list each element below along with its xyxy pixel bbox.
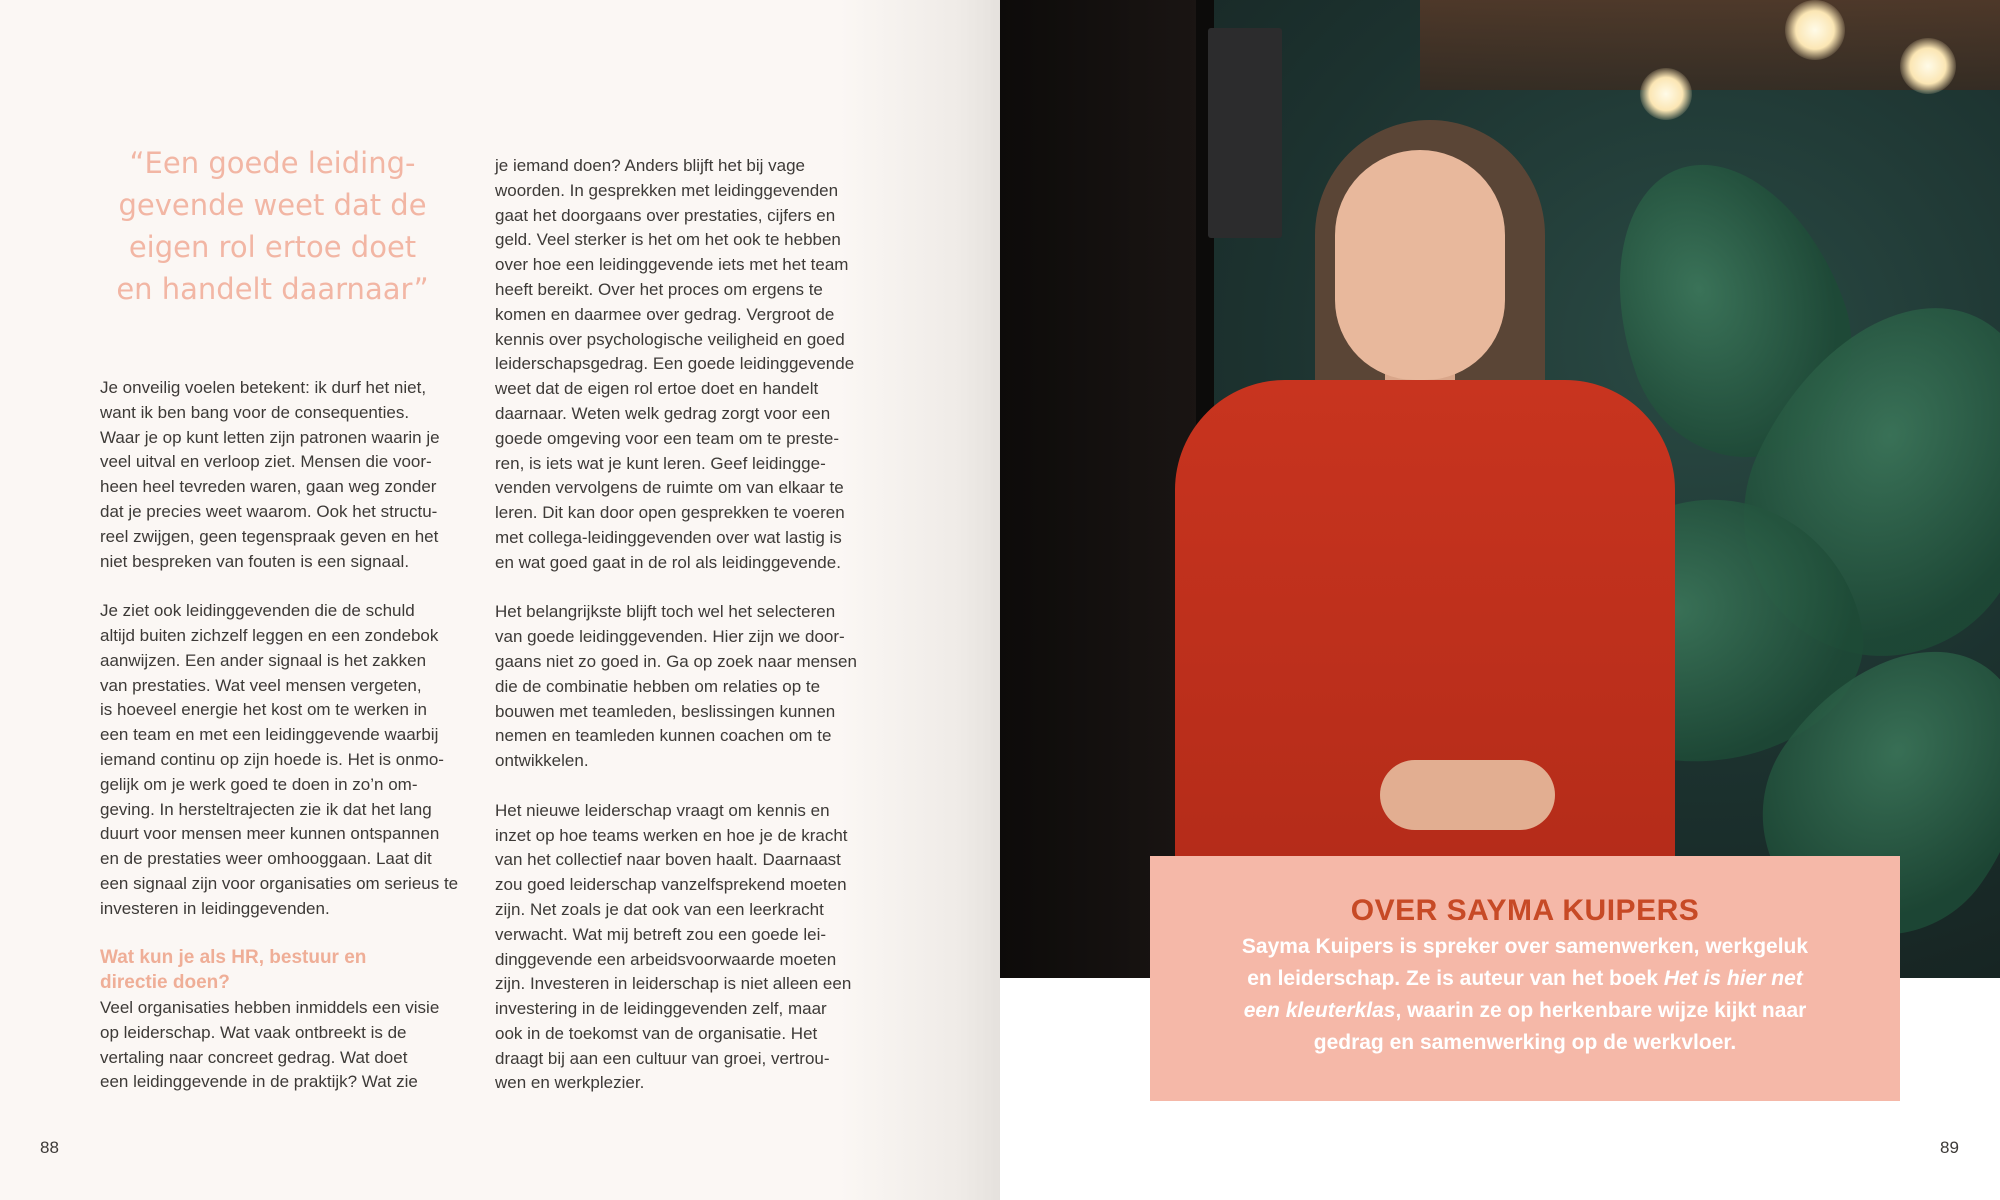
- section-heading: [100, 946, 460, 996]
- person-face: [1335, 150, 1505, 380]
- paragraph: [100, 376, 460, 574]
- text-line: van prestaties. Wat veel mensen vergeten,: [100, 675, 422, 695]
- text-line: heeft bereikt. Over het proces om ergens te: [495, 279, 823, 299]
- paragraph: [495, 799, 855, 1097]
- info-line: [1150, 963, 1900, 995]
- text-line: vertaling naar concreet gedrag. Wat doet: [100, 1047, 408, 1067]
- author-info-title: OVER SAYMA KUIPERS: [1350, 894, 1700, 927]
- text-line: een team en met een leidinggevende waarbij: [100, 725, 439, 745]
- pull-quote-line: “Een goede leiding-: [129, 146, 416, 180]
- text-line: heen heel tevreden waren, gaan weg zonder: [100, 477, 437, 497]
- text-line: zijn. Net zoals je dat ook van een leerkracht: [495, 899, 824, 919]
- light-bulb: [1640, 68, 1692, 120]
- text-line: iemand continu op zijn hoede is. Het is onmo-: [100, 749, 444, 769]
- text-line: leiderschapsgedrag. Een goede leidinggevende: [495, 354, 855, 374]
- text-line: en wat goed gaat in de rol als leidinggevende.: [495, 552, 841, 572]
- text-line: ontwikkelen.: [495, 751, 589, 771]
- author-info-box: [1150, 856, 1900, 1101]
- page-number-right: 89: [1940, 1138, 1959, 1157]
- text-line: op leiderschap. Wat vaak ontbreekt is de: [100, 1022, 407, 1042]
- text-line: en de prestaties weer omhooggaan. Laat dit: [100, 849, 432, 869]
- text-line: verwacht. Wat mij betreft zou een goede lei-: [495, 924, 827, 944]
- text-line: zijn. Investeren in leiderschap is niet alleen een: [495, 974, 852, 994]
- text-line: reel zwijgen, geen tegenspraak geven en het: [100, 526, 439, 546]
- person-hands: [1380, 760, 1555, 830]
- info-line: gedrag en samenwerking op de werkvloer.: [1313, 1031, 1737, 1054]
- wall-lamp: [1208, 28, 1282, 238]
- text-line: investeren in leidinggevenden.: [100, 898, 330, 918]
- text-line: bouwen met teamleden, beslissingen kunnen: [495, 701, 836, 721]
- paragraph: [100, 599, 460, 921]
- dark-wall: [1000, 0, 1200, 978]
- pull-quote: [100, 142, 445, 310]
- text-line: over hoe een leidinggevende iets met het team: [495, 255, 849, 275]
- text-line: komen en daarmee over gedrag. Vergroot de: [495, 304, 835, 324]
- text-line: gelijk om je werk goed te doen in zo’n om-: [100, 774, 418, 794]
- text-line: want ik ben bang voor de consequenties.: [100, 402, 410, 422]
- text-line: altijd buiten zichzelf leggen en een zondebok: [100, 625, 439, 645]
- text-line: ook in de toekomst van de organisatie. Het: [495, 1023, 818, 1043]
- info-text-segment: en leiderschap. Ze is auteur van het boek: [1247, 967, 1664, 990]
- text-line: niet bespreken van fouten is een signaal.: [100, 551, 410, 571]
- info-line: Sayma Kuipers is spreker over samenwerken, werkgeluk: [1241, 935, 1809, 958]
- text-line: leren. Dit kan door open gesprekken te voeren: [495, 503, 845, 523]
- text-line: Je onveilig voelen betekent: ik durf het niet,: [100, 378, 427, 397]
- text-line: van het collectief naar boven haalt. Daarnaast: [495, 850, 841, 870]
- text-line: met collega-leidinggevenden over wat lastig is: [495, 527, 842, 547]
- text-line: dinggevende een arbeidsvoorwaarde moeten: [495, 949, 837, 969]
- pull-quote-line: gevende weet dat de: [118, 188, 427, 222]
- text-line: Het nieuwe leiderschap vraagt om kennis en: [495, 800, 830, 820]
- light-bulb: [1900, 38, 1956, 94]
- portrait-photo: [1000, 0, 2000, 978]
- text-line: weet dat de eigen rol ertoe doet en handelt: [495, 379, 819, 399]
- text-line: Je ziet ook leidinggevenden die de schuld: [100, 601, 415, 621]
- heading-line: directie doen?: [100, 972, 230, 994]
- heading-line: Wat kun je als HR, bestuur en: [100, 947, 367, 969]
- text-line: van goede leidinggevenden. Hier zijn we door-: [495, 627, 845, 647]
- text-line: venden vervolgens de ruimte om van elkaar te: [495, 478, 844, 498]
- text-line: draagt bij aan een cultuur van groei, vertrou-: [495, 1048, 830, 1068]
- text-column-left: [100, 376, 460, 1095]
- text-line: een leidinggevende in de praktijk? Wat zie: [100, 1072, 418, 1092]
- text-line: duurt voor mensen meer kunnen ontspannen: [100, 824, 440, 844]
- text-line: Het belangrijkste blijft toch wel het selecteren: [495, 602, 836, 622]
- text-line: gaans niet zo goed in. Ga op zoek naar mensen: [495, 651, 857, 671]
- author-info-text: [1150, 931, 1900, 1059]
- text-line: ren, is iets wat je kunt leren. Geef leidingge-: [495, 453, 826, 473]
- info-line: [1150, 995, 1900, 1027]
- text-line: Veel organisaties hebben inmiddels een visie: [100, 997, 440, 1017]
- text-line: geld. Veel sterker is het om het ook te hebben: [495, 230, 841, 250]
- paragraph: [495, 154, 855, 576]
- text-line: dat je precies weet waarom. Ook het structu-: [100, 501, 438, 521]
- text-line: nemen en teamleden kunnen coachen om te: [495, 726, 832, 746]
- info-text-segment: , waarin ze op herkenbare wijze kijkt naar: [1395, 999, 1807, 1022]
- text-line: daarnaar. Weten welk gedrag zorgt voor een: [495, 403, 831, 423]
- text-line: geving. In hersteltrajecten zie ik dat het lang: [100, 799, 432, 819]
- text-line: woorden. In gesprekken met leidinggevenden: [495, 180, 839, 200]
- book-title-part: Het is hier net: [1663, 967, 1803, 990]
- text-line: aanwijzen. Een ander signaal is het zakken: [100, 650, 427, 670]
- paragraph: [100, 996, 460, 1095]
- text-line: je iemand doen? Anders blijft het bij vage: [495, 156, 805, 175]
- text-column-right: [495, 154, 855, 1096]
- text-line: veel uitval en verloop ziet. Mensen die voor-: [100, 452, 432, 472]
- pull-quote-line: en handelt daarnaar”: [116, 272, 429, 306]
- text-line: investering in de leidinggevenden zelf, maar: [495, 999, 827, 1019]
- text-line: zou goed leiderschap vanzelfsprekend moeten: [495, 875, 847, 895]
- text-line: wen en werkplezier.: [495, 1073, 645, 1093]
- light-bulb: [1785, 0, 1845, 60]
- text-line: kennis over psychologische veiligheid en goed: [495, 329, 845, 349]
- paragraph: [495, 600, 855, 774]
- text-line: die de combinatie hebben om relaties op te: [495, 676, 821, 696]
- text-line: gaat het doorgaans over prestaties, cijfers en: [495, 205, 836, 225]
- page-number-left: 88: [40, 1138, 59, 1157]
- text-line: is hoeveel energie het kost om te werken in: [100, 700, 427, 720]
- text-line: een signaal zijn voor organisaties om serieus te: [100, 873, 459, 893]
- pull-quote-line: eigen rol ertoe doet: [128, 230, 417, 264]
- text-line: goede omgeving voor een team om te preste-: [495, 428, 839, 448]
- book-title-part: een kleuterklas: [1243, 999, 1396, 1022]
- text-line: inzet op hoe teams werken en hoe je de kracht: [495, 825, 848, 845]
- text-line: Waar je op kunt letten zijn patronen waarin je: [100, 427, 440, 447]
